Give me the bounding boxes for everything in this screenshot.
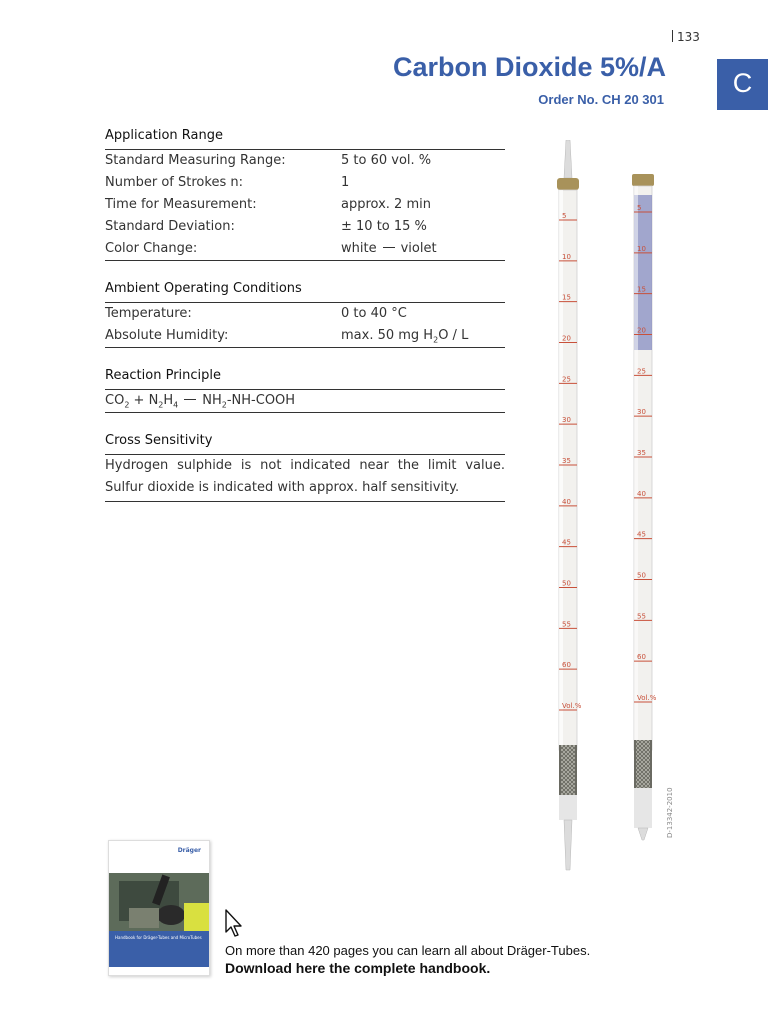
- subscript: 4: [173, 400, 179, 410]
- subscript: 2: [158, 400, 164, 410]
- formula-part: -NH-COOH: [226, 393, 296, 408]
- spec-label: Standard Measuring Range:: [105, 153, 286, 168]
- scale-label: 60: [562, 661, 571, 670]
- cross-sensitivity-section: [105, 433, 505, 502]
- cover-band: [109, 931, 209, 967]
- scale-label: 55: [637, 612, 646, 621]
- scale-label: 45: [637, 530, 646, 539]
- handbook-promo-text: On more than 420 pages you can learn all about Dräger-Tubes.: [225, 943, 591, 958]
- spec-row: [105, 194, 505, 216]
- handbook-cover[interactable]: [108, 840, 210, 976]
- page-number: 133: [672, 30, 700, 44]
- color-to: violet: [400, 241, 437, 256]
- spec-row: [105, 238, 505, 261]
- spec-value: 0 to 40 °C: [341, 306, 407, 321]
- spec-value: [341, 238, 505, 260]
- pointer-cursor-icon: [224, 908, 246, 938]
- formula-part: + N: [129, 393, 159, 408]
- spec-sheet: [105, 128, 505, 522]
- scale-label: 5: [562, 212, 567, 220]
- application-range-section: [105, 128, 505, 261]
- reaction-formula: [105, 390, 505, 413]
- spec-row: [105, 325, 505, 348]
- spec-label: Color Change:: [105, 241, 198, 256]
- scale-label: 45: [562, 538, 571, 547]
- scale-label: 35: [637, 449, 646, 457]
- scale-label: 55: [562, 620, 571, 629]
- scale-label: Vol.%: [562, 702, 582, 710]
- scale-label: 35: [562, 457, 571, 465]
- spec-row: [105, 216, 505, 238]
- formula-part: NH: [202, 393, 222, 408]
- cover-photo: [109, 873, 209, 933]
- subscript: 2: [433, 335, 439, 345]
- value-part: O / L: [438, 328, 469, 343]
- scale-label: 10: [562, 252, 571, 261]
- page-title: Carbon Dioxide 5%/A: [392, 52, 666, 82]
- scale-label: 10: [637, 244, 646, 253]
- scale-label: 5: [637, 204, 642, 212]
- spec-row: [105, 303, 505, 325]
- color-from: white: [341, 241, 377, 256]
- spec-label: Absolute Humidity:: [105, 328, 229, 343]
- section-heading: Application Range: [105, 128, 505, 150]
- scale-label: 15: [562, 293, 571, 302]
- cover-text: Handbook for Dräger-Tubes and MicroTubes: [115, 935, 202, 940]
- section-heading: Ambient Operating Conditions: [105, 281, 505, 303]
- ambient-conditions-section: [105, 281, 505, 348]
- scale-label: 60: [637, 653, 646, 662]
- scale-label: 50: [637, 571, 646, 580]
- formula-part: CO: [105, 393, 125, 408]
- spec-value: 1: [341, 175, 350, 190]
- brand-logo: Dräger: [177, 847, 201, 854]
- scale-label: 25: [637, 367, 646, 376]
- scale-label: 20: [562, 334, 571, 343]
- spec-row: [105, 150, 505, 172]
- order-number: Order No. CH 20 301: [538, 92, 664, 107]
- scale-label: 25: [562, 375, 571, 384]
- spec-label: Number of Strokes n:: [105, 175, 243, 190]
- scale-label: 30: [562, 416, 571, 425]
- formula-part: H: [163, 393, 174, 408]
- scale-label: 30: [637, 408, 646, 417]
- value-part: max. 50 mg H: [341, 328, 434, 343]
- scale-label: Vol.%: [637, 694, 657, 702]
- tube-used: [632, 174, 654, 840]
- subscript: 2: [221, 400, 227, 410]
- handbook-download-link[interactable]: Download here the complete handbook.: [225, 960, 491, 976]
- scale-label: 40: [637, 489, 646, 498]
- spec-value: ± 10 to 15 %: [341, 219, 427, 234]
- detector-tubes-photo: [520, 140, 680, 880]
- scale-label: 50: [562, 579, 571, 588]
- scale-label: 20: [637, 326, 646, 335]
- spec-value: [341, 325, 505, 347]
- spec-value: approx. 2 min: [341, 197, 431, 212]
- spec-label: Time for Measurement:: [105, 197, 257, 212]
- spec-label: Standard Deviation:: [105, 219, 235, 234]
- chapter-tab[interactable]: C: [717, 59, 768, 110]
- scale-label: 15: [637, 285, 646, 294]
- section-heading: Reaction Principle: [105, 368, 505, 390]
- section-heading: Cross Sensitivity: [105, 433, 505, 455]
- spec-label: Temperature:: [105, 306, 192, 321]
- scale-label: 40: [562, 497, 571, 506]
- application-rows: [105, 150, 505, 238]
- subscript: 2: [124, 400, 130, 410]
- arrow-icon: [184, 399, 196, 400]
- arrow-icon: [383, 247, 395, 248]
- spec-value: 5 to 60 vol. %: [341, 153, 432, 168]
- spec-row: [105, 172, 505, 194]
- image-code: D-13342-2010: [666, 787, 674, 838]
- cross-sensitivity-text: Hydrogen sulphide is not indicated near the limit value. Sulfur dioxide is indicated with approx. half sensitivity.: [105, 455, 505, 502]
- reaction-principle-section: [105, 368, 505, 413]
